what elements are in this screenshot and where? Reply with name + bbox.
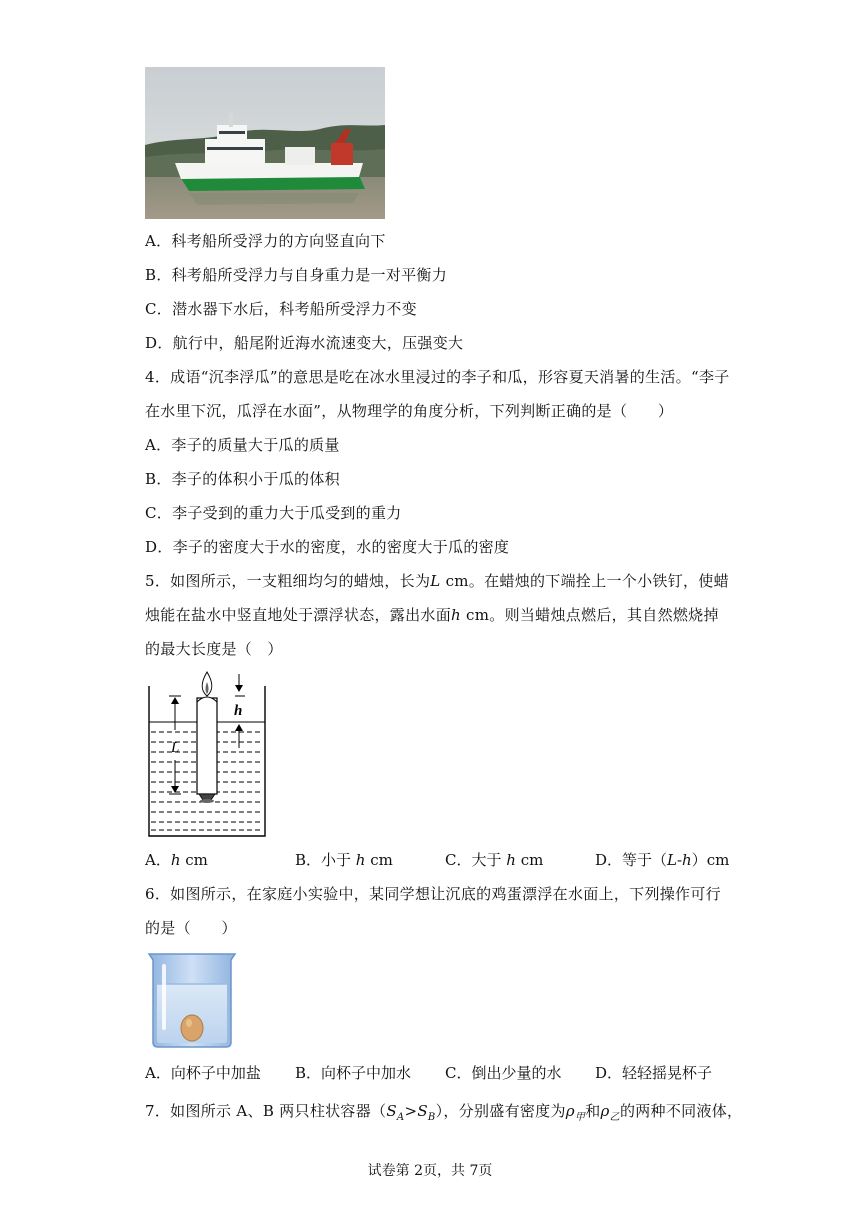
q5-var-h: h <box>451 606 461 624</box>
q7-text: 的两种不同液体， <box>619 1102 743 1120</box>
dim-label-l: L <box>171 740 180 756</box>
candle-in-saltwater-figure <box>145 668 270 840</box>
q5-text: cm。则当蜡烛点燃后，其自然燃烧掉 <box>460 606 719 624</box>
q7-sub-a: A <box>396 1112 405 1123</box>
q7-and: 和 <box>585 1102 601 1120</box>
q3-option-b: B．科考船所受浮力与自身重力是一对平衡力 <box>145 266 448 284</box>
q5-var-lh: L-h <box>667 851 692 869</box>
q7-sb: S <box>417 1102 428 1120</box>
q5-text: A． <box>145 851 171 869</box>
q5-var-h: h <box>506 851 516 869</box>
q7-rho2: ρ <box>600 1102 610 1120</box>
q7-rho1-sub: 甲 <box>574 1112 586 1123</box>
beaker-illustration <box>145 950 239 1050</box>
q7-gt: > <box>404 1102 418 1120</box>
q4-option-b: B．李子的体积小于瓜的体积 <box>145 470 340 488</box>
q5-stem-line2 <box>145 605 719 625</box>
q7-rho2-sub: 乙 <box>609 1112 620 1123</box>
egg <box>181 1015 203 1041</box>
q5-text: cm。在蜡烛的下端拴上一个小铁钉，使蜡 <box>440 572 729 590</box>
q7-sa: S <box>386 1102 397 1120</box>
dim-label-h: h <box>234 703 243 719</box>
q5-text: ）cm <box>691 851 730 869</box>
q4-option-c: C．李子受到的重力大于瓜受到的重力 <box>145 504 402 522</box>
q5-text: cm <box>365 851 393 869</box>
q5-text: B．小于 <box>295 851 356 869</box>
q5-var-h: h <box>355 851 366 869</box>
candle-diagram <box>145 668 270 840</box>
q6-option-c: C．倒出少量的水 <box>445 1064 562 1082</box>
q5-stem-line1 <box>145 571 729 591</box>
q5-text: 5．如图所示，一支粗细均匀的蜡烛，长为 <box>145 572 431 590</box>
research-ship-photo <box>145 67 385 219</box>
q5-text: 烛能在盐水中竖直地处于漂浮状态，露出水面 <box>145 606 452 624</box>
q6-option-d: D．轻轻摇晃杯子 <box>595 1064 713 1082</box>
ship-illustration <box>145 67 385 219</box>
q4-option-d: D．李子的密度大于水的密度，水的密度大于瓜的密度 <box>145 538 510 556</box>
q6-stem-line2: 的是（ ） <box>145 919 237 937</box>
q5-var-l: L <box>430 572 441 590</box>
beaker-egg-figure <box>145 950 239 1050</box>
q5-stem-line3: 的最大长度是（ ） <box>145 640 283 658</box>
q7-text: 7．如图所示 A、B 两只柱状容器（ <box>145 1102 387 1120</box>
q4-stem-line1: 4．成语“沉李浮瓜”的意思是吃在冰水里浸过的李子和瓜，形容夏天消暑的生活。“李子 <box>145 368 730 386</box>
q7-sub-b: B <box>427 1112 436 1123</box>
q4-option-a: A．李子的质量大于瓜的质量 <box>145 436 340 454</box>
q3-option-c: C．潜水器下水后，科考船所受浮力不变 <box>145 300 417 318</box>
q3-option-d: D．航行中，船尾附近海水流速变大，压强变大 <box>145 334 464 352</box>
q4-stem-line2: 在水里下沉，瓜浮在水面”，从物理学的角度分析，下列判断正确的是（ ） <box>145 402 674 420</box>
q5-var-h: h <box>170 851 181 869</box>
q5-option-d <box>595 850 729 870</box>
q7-rho1: ρ <box>565 1102 575 1120</box>
q5-text: cm <box>515 851 544 869</box>
q5-text: C．大于 <box>445 851 507 869</box>
q5-option-a <box>145 850 208 870</box>
q5-text: cm <box>180 851 208 869</box>
q6-stem-line1: 6．如图所示，在家庭小实验中，某同学想让沉底的鸡蛋漂浮在水面上，下列操作可行 <box>145 885 721 903</box>
q5-option-b <box>295 850 393 870</box>
q5-option-c <box>445 850 543 870</box>
q6-option-a: A．向杯子中加盐 <box>145 1064 261 1082</box>
q7-stem-line1 <box>145 1101 742 1128</box>
q7-text: ），分别盛有密度为 <box>435 1102 566 1120</box>
q6-option-b: B．向杯子中加水 <box>295 1064 412 1082</box>
q5-text: D．等于（ <box>595 851 668 869</box>
candle-body <box>197 698 217 794</box>
q3-option-a: A．科考船所受浮力的方向竖直向下 <box>145 232 386 250</box>
page-footer: 试卷第 2页，共 7页 <box>367 1163 493 1179</box>
